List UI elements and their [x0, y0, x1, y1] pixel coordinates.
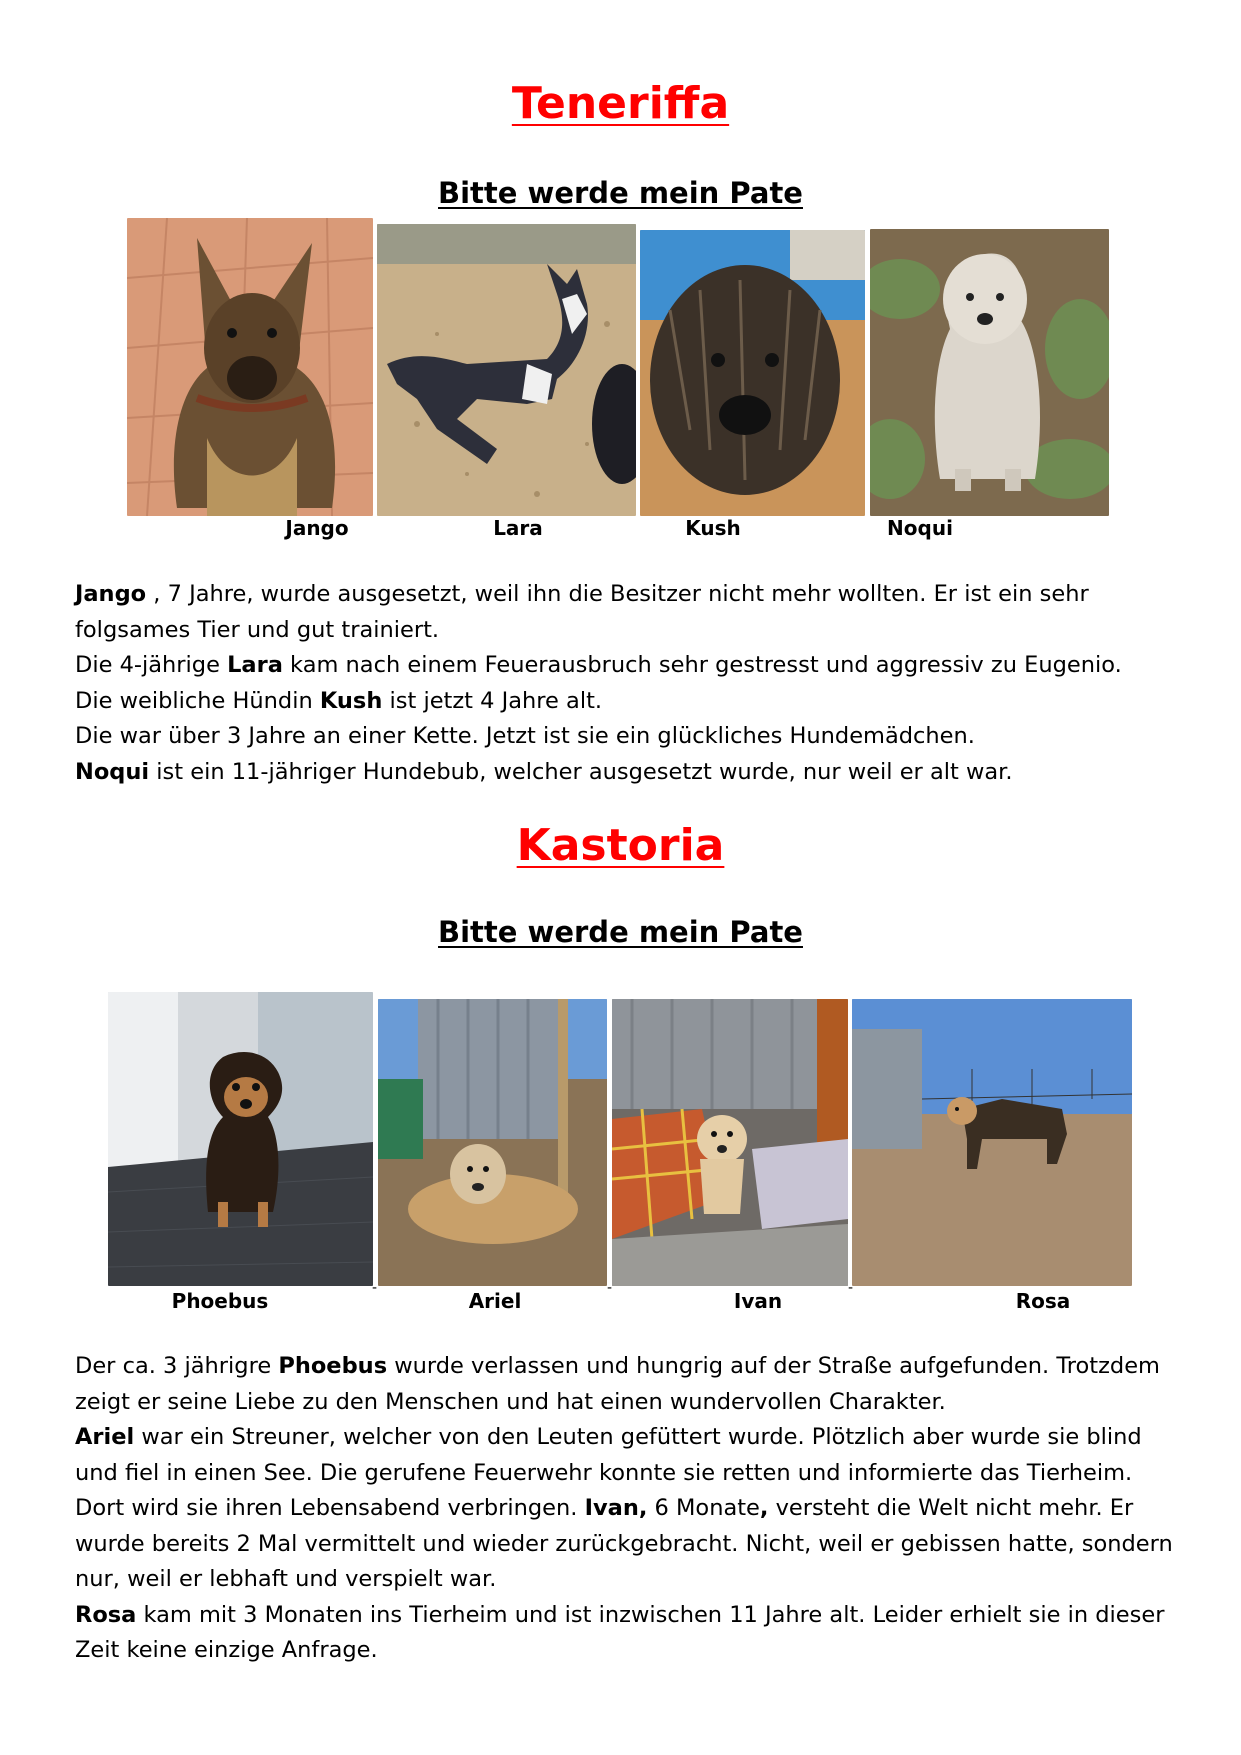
photo-rosa	[852, 999, 1132, 1286]
section-subtitle-teneriffa: Bitte werde mein Pate	[438, 176, 803, 210]
section2-text	[75, 1349, 1175, 1669]
paragraph-phoebus: Der ca. 3 jährigre Phoebus wurde verlassen und hungrig auf der Straße aufgefunden. Trotzdem zeigt er seine Liebe zu den Menschen und hat einen wundervollen Charakter.	[75, 1353, 1160, 1415]
caption-ariel: Ariel	[468, 1289, 522, 1313]
section-subtitle-kastoria: Bitte werde mein Pate	[438, 915, 803, 949]
caption-jango: Jango	[285, 516, 349, 540]
caption-ivan: Ivan	[733, 1289, 783, 1313]
paragraph-jango: Jango , 7 Jahre, wurde ausgesetzt, weil ihn die Besitzer nicht mehr wollten. Er ist ein sehr folgsames Tier und gut trainiert.	[75, 581, 1089, 643]
paragraph-kush: Die weibliche Hündin Kush ist jetzt 4 Jahre alt.	[75, 687, 603, 714]
photo-ivan	[612, 999, 848, 1286]
section1-text	[75, 577, 1175, 790]
paragraph-noqui: Noqui ist ein 11-jähriger Hundebub, welcher ausgesetzt wurde, nur weil er alt war.	[75, 758, 1013, 785]
photo-jango	[127, 218, 373, 516]
separator-dash: -	[848, 1280, 854, 1296]
separator-dash: -	[607, 1280, 613, 1296]
caption-rosa: Rosa	[1015, 1289, 1071, 1313]
caption-phoebus: Phoebus	[171, 1289, 269, 1313]
paragraph-lara: Die 4-jährige Lara kam nach einem Feuerausbruch sehr gestresst und aggressiv zu Eugenio.	[75, 652, 1122, 678]
caption-kush: Kush	[685, 516, 741, 540]
caption-lara: Lara	[493, 516, 543, 540]
paragraph-ariel-ivan: Ariel war ein Streuner, welcher von den Leuten gefüttert wurde. Plötzlich aber wurde sie blind und fiel in einen See. Die gerufene Feuerwehr konnte sie retten und informierte das Tierheim. Dort wird sie ihren Lebensabend verbringen. Ivan, 6 Monate, versteht die Welt nicht mehr. Er wurde bereits 2 Mal vermittelt und wieder zurückgebracht. Nicht, weil er gebissen hatte, sondern nur, weil er lebhaft und verspielt war.	[75, 1424, 1173, 1592]
caption-noqui: Noqui	[887, 516, 953, 540]
section-title-kastoria: Kastoria	[516, 820, 725, 871]
paragraph-kush-2: Die war über 3 Jahre an einer Kette. Jetzt ist sie ein glückliches Hundemädchen.	[75, 723, 975, 749]
photo-kush	[640, 230, 865, 516]
photo-lara	[377, 224, 636, 516]
separator-dash: -	[372, 1280, 378, 1296]
section-title-teneriffa: Teneriffa	[511, 78, 730, 129]
photo-phoebus	[108, 992, 373, 1286]
paragraph-rosa: Rosa kam mit 3 Monaten ins Tierheim und ist inzwischen 11 Jahre alt. Leider erhielt sie in dieser Zeit keine einzige Anfrage.	[75, 1601, 1165, 1663]
photo-ariel	[378, 999, 607, 1286]
photo-noqui	[870, 229, 1109, 516]
